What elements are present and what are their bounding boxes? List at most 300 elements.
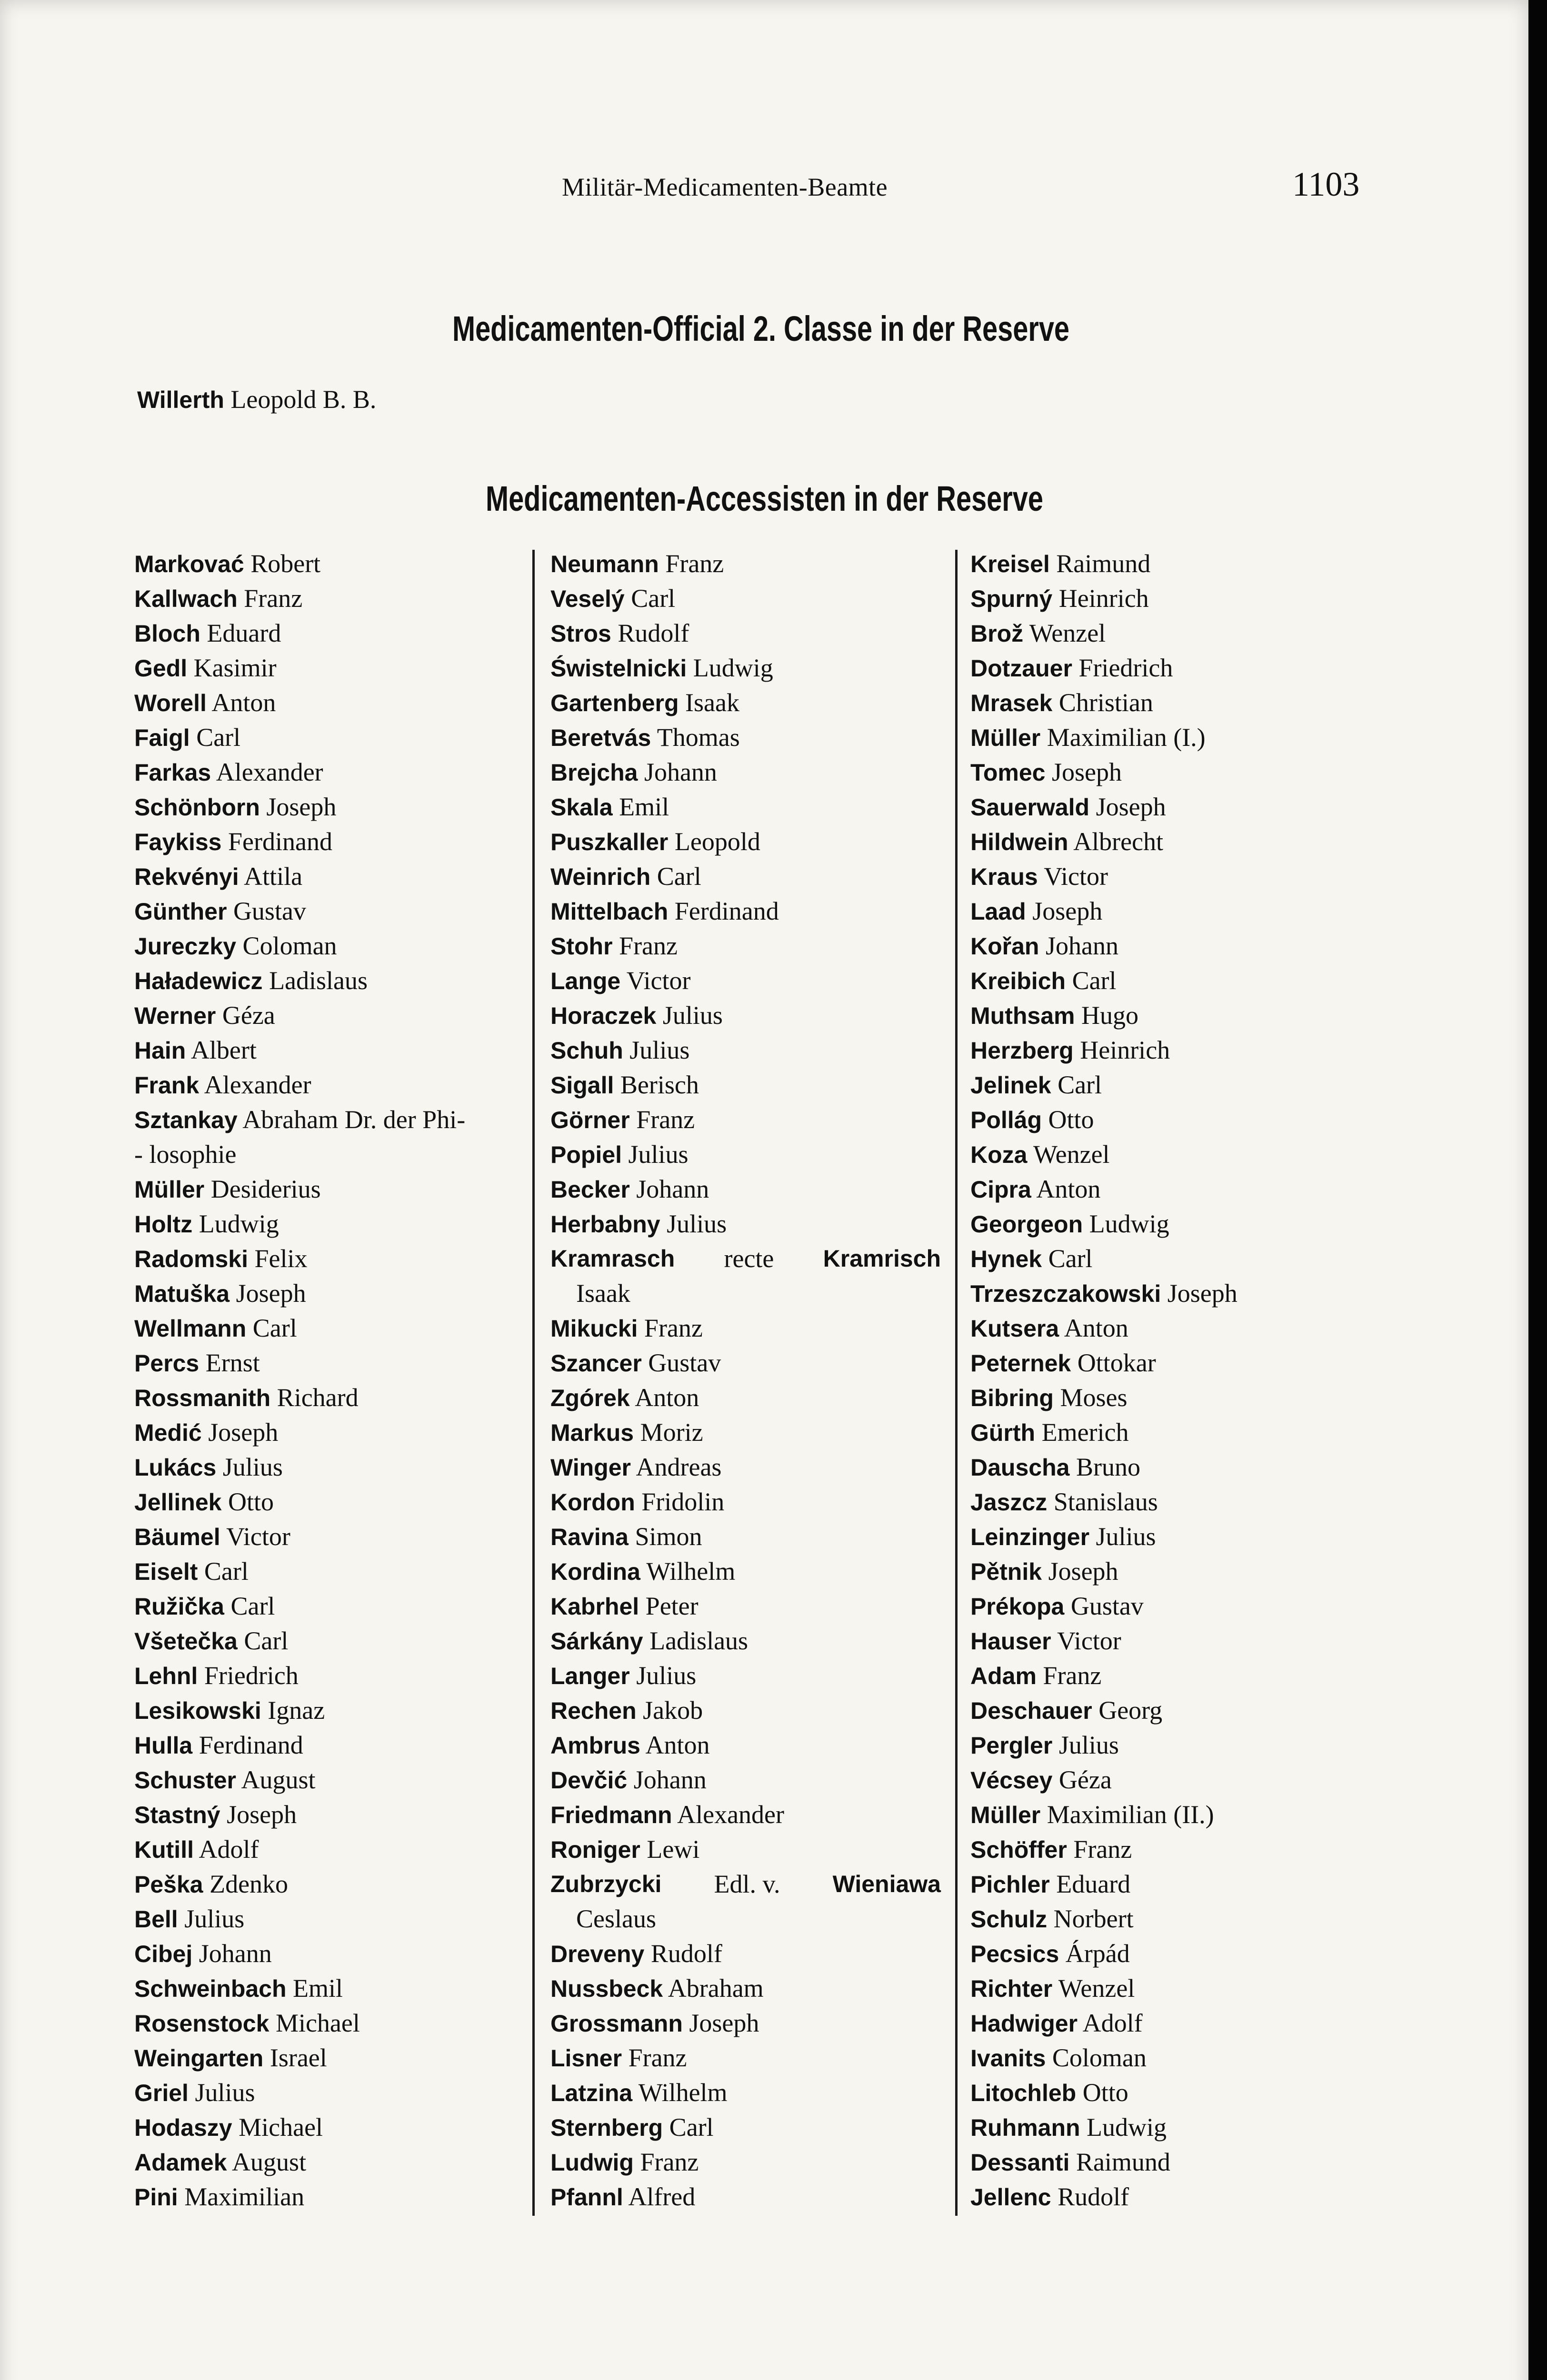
entry-surname: Weinrich bbox=[550, 863, 651, 890]
entry-surname: Skala bbox=[550, 794, 613, 821]
entry-surname: Zgórek bbox=[550, 1385, 630, 1411]
name-entry bbox=[970, 929, 1447, 963]
name-entry bbox=[550, 1485, 941, 1519]
name-entry bbox=[970, 790, 1447, 824]
name-entry bbox=[550, 824, 941, 859]
entry-surname: Willerth bbox=[137, 387, 224, 413]
section-title-official: Medicamenten-Official 2. Classe in der Reserve bbox=[452, 309, 1070, 348]
entry-given-name: Julius bbox=[188, 2078, 255, 2107]
name-entry bbox=[134, 1519, 515, 1554]
entry-given-name: August bbox=[227, 2148, 307, 2176]
entry-given-name: Géza bbox=[1052, 1765, 1112, 1794]
entry-given-name: Carl bbox=[198, 1557, 249, 1586]
entry-surname: Kabrhel bbox=[550, 1593, 639, 1620]
entry-given-name: Maximilian bbox=[178, 2182, 305, 2211]
entry-given-name: Joseph bbox=[1089, 793, 1166, 821]
name-entry bbox=[134, 1693, 515, 1728]
name-entry bbox=[134, 1624, 515, 1658]
entry-continuation: Ceslaus bbox=[576, 1904, 656, 1933]
name-entry bbox=[970, 1797, 1447, 1832]
name-entry bbox=[550, 998, 941, 1033]
entry-given-name: Joseph bbox=[1045, 758, 1122, 786]
entry-given-name: Otto bbox=[221, 1488, 274, 1516]
name-entry bbox=[550, 1172, 941, 1207]
entry-given-name: Coloman bbox=[236, 932, 337, 960]
entry-surname: Devčić bbox=[550, 1767, 628, 1794]
name-entry bbox=[970, 1207, 1447, 1241]
entry-given-name: Wenzel bbox=[1023, 619, 1106, 647]
entry-surname: Haładewicz bbox=[134, 968, 263, 994]
name-entry bbox=[970, 963, 1447, 998]
entry-surname: Müller bbox=[970, 1802, 1041, 1828]
entry-continuation: - losophie bbox=[134, 1140, 237, 1169]
name-entry bbox=[134, 1102, 515, 1137]
entry-surname: Gartenberg bbox=[550, 690, 679, 716]
name-entry bbox=[134, 1172, 515, 1207]
entry-given-name: Victor bbox=[1051, 1626, 1121, 1655]
entry-given-name: Géza bbox=[216, 1001, 275, 1030]
entry-given-name: Joseph bbox=[259, 793, 337, 821]
entry-surname: Matuška bbox=[134, 1280, 230, 1307]
entry-given-name: Carl bbox=[1066, 966, 1117, 995]
entry-given-name: Julius bbox=[178, 1904, 245, 1933]
entry-surname: Bibring bbox=[970, 1385, 1054, 1411]
entry-surname: Sigall bbox=[550, 1072, 614, 1099]
name-entry bbox=[134, 1971, 515, 2006]
name-entry bbox=[970, 998, 1447, 1033]
entry-surname: Świstelnicki bbox=[550, 655, 687, 682]
entry-given-name: Alfred bbox=[623, 2182, 696, 2211]
entry-given-name: Anton bbox=[1059, 1314, 1128, 1342]
name-entry bbox=[550, 2006, 941, 2041]
name-entry bbox=[134, 1380, 515, 1415]
name-entry bbox=[970, 1728, 1447, 1763]
entry-surname: Stros bbox=[550, 620, 611, 647]
name-entry bbox=[134, 1068, 515, 1102]
name-entry bbox=[134, 1554, 515, 1589]
entry-given-name: Zdenko bbox=[203, 1870, 289, 1898]
name-entry bbox=[134, 1658, 515, 1693]
entry-given-name: Michael bbox=[232, 2113, 323, 2142]
name-entry bbox=[134, 1415, 515, 1450]
entry-surname: Ravina bbox=[550, 1524, 629, 1550]
entry-surname: Dessanti bbox=[970, 2149, 1070, 2176]
entry-surname: Prékopa bbox=[970, 1593, 1065, 1620]
entry-given-name: Albert bbox=[186, 1036, 257, 1064]
entry-surname: Dauscha bbox=[970, 1454, 1070, 1481]
entry-middle: recte bbox=[724, 1244, 774, 1273]
entry-given-name: Ludwig bbox=[1083, 1210, 1169, 1238]
name-entry bbox=[550, 1658, 941, 1693]
entry-given-name: Jakob bbox=[636, 1696, 703, 1725]
name-entry bbox=[550, 1519, 941, 1554]
entry-surname: Schulz bbox=[970, 1906, 1048, 1933]
entry-surname: Vécsey bbox=[970, 1767, 1053, 1794]
name-entry bbox=[970, 2041, 1447, 2075]
name-entry bbox=[970, 2075, 1447, 2110]
entry-surname: Jellinek bbox=[134, 1489, 222, 1516]
entry-surname: Schuster bbox=[134, 1767, 236, 1794]
entry-surname: Beretvás bbox=[550, 724, 651, 751]
entry-surname: Adamek bbox=[134, 2149, 227, 2176]
name-entry bbox=[134, 1763, 515, 1797]
name-entry bbox=[134, 1589, 515, 1624]
entry-surname: Cipra bbox=[970, 1176, 1031, 1203]
name-entry bbox=[550, 1624, 941, 1658]
name-entry bbox=[134, 546, 515, 581]
name-entry bbox=[134, 963, 515, 998]
entry-given-name: Franz bbox=[237, 584, 303, 613]
entry-middle: Edl. v. bbox=[714, 1870, 780, 1898]
name-entry bbox=[970, 1554, 1447, 1589]
entry-given-name: Wilhelm bbox=[632, 2078, 728, 2107]
entry-given-name: Rudolf bbox=[611, 619, 689, 647]
entry-given-name: Ludwig bbox=[192, 1210, 279, 1238]
entry-surname: Herzberg bbox=[970, 1037, 1074, 1064]
name-entry bbox=[550, 685, 941, 720]
name-entry bbox=[550, 1971, 941, 2006]
entry-given-name: Gustav bbox=[641, 1349, 721, 1377]
entry-given-name: Emil bbox=[612, 793, 669, 821]
entry-surname: Radomski bbox=[134, 1246, 248, 1272]
name-entry bbox=[134, 894, 515, 929]
entry-surname: Pichler bbox=[970, 1871, 1050, 1898]
entry-given-name: Adolf bbox=[193, 1835, 259, 1864]
name-entry bbox=[550, 790, 941, 824]
entry-given-name: Joseph bbox=[682, 2009, 759, 2037]
entry-surname: Jellenc bbox=[970, 2184, 1051, 2211]
entry-given-name: Bruno bbox=[1069, 1453, 1140, 1481]
entry-surname: Cibej bbox=[134, 1941, 193, 1967]
entry-surname: Trzeszczakowski bbox=[970, 1280, 1161, 1307]
name-entry bbox=[550, 1241, 941, 1276]
name-entry bbox=[550, 1033, 941, 1068]
entry-given-name: Carl bbox=[624, 584, 676, 613]
entry-surname: Hadwiger bbox=[970, 2010, 1078, 2037]
name-entry bbox=[550, 2041, 941, 2075]
entry-given-name: Ottokar bbox=[1071, 1349, 1156, 1377]
entry-given-name: Christian bbox=[1052, 688, 1153, 717]
name-entry bbox=[134, 2075, 515, 2110]
entry-given-name: August bbox=[236, 1765, 316, 1794]
name-entry bbox=[970, 1380, 1447, 1415]
entry-surname: Jureczky bbox=[134, 933, 237, 960]
entry-given-name: Felix bbox=[248, 1244, 308, 1273]
entry-given-name: Friedrich bbox=[1072, 654, 1173, 682]
name-entry bbox=[134, 651, 515, 685]
entry-surname: Litochleb bbox=[970, 2080, 1077, 2106]
entry-surname: Koza bbox=[970, 1141, 1028, 1168]
name-entry bbox=[970, 616, 1447, 651]
entry-given-name: Ernst bbox=[199, 1349, 260, 1377]
entry-surname: Lukács bbox=[134, 1454, 217, 1481]
entry-surname: Spurný bbox=[970, 585, 1053, 612]
name-entry bbox=[134, 1450, 515, 1485]
name-entry bbox=[970, 2006, 1447, 2041]
entry-alt-surname: Kramrisch bbox=[823, 1245, 941, 1272]
name-entry bbox=[550, 720, 941, 755]
column-rule bbox=[532, 550, 535, 2216]
entry-given-name: Johann bbox=[1039, 932, 1118, 960]
entry-continuation: Isaak bbox=[576, 1279, 630, 1308]
entry-given-name: Franz bbox=[1067, 1835, 1132, 1864]
name-entry bbox=[550, 581, 941, 616]
entry-given-name: Isaak bbox=[679, 688, 739, 717]
entry-given-name: Victor bbox=[1038, 862, 1108, 891]
name-entry bbox=[970, 859, 1447, 894]
name-entry bbox=[134, 581, 515, 616]
entry-surname: Zubrzycki bbox=[550, 1871, 662, 1897]
entry-given-name: Julius bbox=[656, 1001, 723, 1030]
entry-surname: Eiselt bbox=[134, 1558, 198, 1585]
entry-given-name: Albrecht bbox=[1068, 827, 1164, 856]
name-entry bbox=[970, 1172, 1447, 1207]
entry-surname: Sztankay bbox=[134, 1107, 238, 1133]
entry-given-name: Eduard bbox=[1049, 1870, 1131, 1898]
name-entry bbox=[550, 2110, 941, 2145]
name-entry bbox=[550, 1415, 941, 1450]
name-entry bbox=[134, 1311, 515, 1346]
name-entry bbox=[550, 1763, 941, 1797]
entry-surname: Bloch bbox=[134, 620, 200, 647]
entry-surname: Müller bbox=[970, 724, 1041, 751]
entry-given-name: Julius bbox=[622, 1140, 689, 1169]
entry-surname: Lange bbox=[550, 968, 621, 994]
section-title-accessisten: Medicamenten-Accessisten in der Reserve bbox=[486, 479, 1043, 518]
entry-surname: Jaszcz bbox=[970, 1489, 1048, 1516]
entry-surname: Sauerwald bbox=[970, 794, 1090, 821]
entry-given-name: Abraham Dr. der Phi- bbox=[237, 1105, 466, 1134]
name-entry bbox=[134, 2041, 515, 2075]
name-entry bbox=[550, 1589, 941, 1624]
name-entry bbox=[970, 1519, 1447, 1554]
entry-given-name: Ladislaus bbox=[643, 1626, 749, 1655]
name-entry bbox=[134, 1832, 515, 1867]
entry-given-name: Alexander bbox=[211, 758, 323, 786]
entry-given-name: Coloman bbox=[1046, 2043, 1147, 2072]
entry-given-name: Joseph bbox=[220, 1800, 297, 1829]
entry-given-name: Franz bbox=[1036, 1661, 1102, 1690]
entry-surname: Winger bbox=[550, 1454, 631, 1481]
entry-surname: Peternek bbox=[970, 1350, 1071, 1377]
page-number: 1103 bbox=[1292, 165, 1360, 203]
name-entry bbox=[134, 1276, 515, 1311]
entry-given-name: Johann bbox=[638, 758, 717, 786]
entry-given-name: Leopold B. B. bbox=[224, 385, 377, 414]
name-entry bbox=[970, 1624, 1447, 1658]
name-entry bbox=[134, 1867, 515, 1902]
entry-given-name: Franz bbox=[659, 549, 724, 578]
entry-surname: Pecsics bbox=[970, 1941, 1059, 1967]
entry-surname: Hynek bbox=[970, 1246, 1042, 1272]
entry-surname: Brož bbox=[970, 620, 1024, 647]
entry-surname: Worell bbox=[134, 690, 207, 716]
entry-given-name: Rudolf bbox=[1051, 2182, 1129, 2211]
entry-surname: Rekvényi bbox=[134, 863, 239, 890]
name-column-2 bbox=[550, 546, 941, 2214]
entry-given-name: Otto bbox=[1042, 1105, 1094, 1134]
entry-given-name: Peter bbox=[639, 1592, 699, 1620]
entry-given-name: Norbert bbox=[1047, 1904, 1134, 1933]
name-entry bbox=[550, 1207, 941, 1241]
name-entry bbox=[970, 894, 1447, 929]
name-entry bbox=[550, 546, 941, 581]
entry-surname: Kořan bbox=[970, 933, 1039, 960]
name-entry bbox=[550, 1276, 941, 1311]
name-entry bbox=[550, 2145, 941, 2180]
name-entry bbox=[970, 1276, 1447, 1311]
entry-surname: Ivanits bbox=[970, 2045, 1046, 2072]
name-entry bbox=[970, 1589, 1447, 1624]
entry-given-name: Anton bbox=[206, 688, 276, 717]
entry-surname: Všetečka bbox=[134, 1628, 238, 1655]
entry-surname: Friedmann bbox=[550, 1802, 672, 1828]
entry-given-name: Joseph bbox=[1026, 897, 1103, 925]
entry-surname: Sárkány bbox=[550, 1628, 643, 1655]
entry-surname: Mittelbach bbox=[550, 898, 669, 925]
name-entry bbox=[550, 859, 941, 894]
name-entry bbox=[970, 651, 1447, 685]
entry-given-name: Johann bbox=[192, 1939, 272, 1968]
name-entry bbox=[970, 2110, 1447, 2145]
entry-given-name: Berisch bbox=[614, 1071, 699, 1099]
entry-surname: Günther bbox=[134, 898, 227, 925]
official-entry bbox=[137, 385, 376, 414]
entry-surname: Leinzinger bbox=[970, 1524, 1090, 1550]
entry-given-name: Julius bbox=[216, 1453, 283, 1481]
name-entry bbox=[550, 1346, 941, 1380]
name-entry bbox=[970, 720, 1447, 755]
entry-surname: Pergler bbox=[970, 1732, 1053, 1759]
entry-given-name: Abraham bbox=[663, 1974, 764, 2003]
entry-surname: Brejcha bbox=[550, 759, 638, 786]
entry-given-name: Rudolf bbox=[644, 1939, 722, 1968]
name-entry bbox=[550, 894, 941, 929]
entry-given-name: Franz bbox=[629, 1105, 695, 1134]
entry-given-name: Julius bbox=[660, 1210, 727, 1238]
name-entry bbox=[134, 2145, 515, 2180]
name-entry bbox=[970, 1867, 1447, 1902]
entry-surname: Nussbeck bbox=[550, 1975, 663, 2002]
entry-surname: Hain bbox=[134, 1037, 186, 1064]
entry-surname: Percs bbox=[134, 1350, 200, 1377]
entry-given-name: Franz bbox=[638, 1314, 703, 1342]
entry-surname: Kordina bbox=[550, 1558, 640, 1585]
name-entry bbox=[134, 929, 515, 963]
entry-surname: Ambrus bbox=[550, 1732, 640, 1759]
entry-given-name: Alexander bbox=[199, 1071, 311, 1099]
entry-surname: Hauser bbox=[970, 1628, 1051, 1655]
entry-surname: Sternberg bbox=[550, 2114, 663, 2141]
entry-given-name: Gustav bbox=[1064, 1592, 1144, 1620]
entry-surname: Hulla bbox=[134, 1732, 193, 1759]
name-entry bbox=[550, 963, 941, 998]
name-entry bbox=[970, 1311, 1447, 1346]
entry-given-name: Carl bbox=[190, 723, 241, 752]
name-entry bbox=[970, 1068, 1447, 1102]
name-entry bbox=[134, 1033, 515, 1068]
entry-given-name: Attila bbox=[239, 862, 303, 891]
entry-given-name: Stanislaus bbox=[1047, 1488, 1158, 1516]
entry-surname: Müller bbox=[134, 1176, 205, 1203]
entry-surname: Rechen bbox=[550, 1697, 637, 1724]
entry-given-name: Joseph bbox=[230, 1279, 306, 1308]
entry-given-name: Ladislaus bbox=[262, 966, 368, 995]
entry-given-name: Árpád bbox=[1059, 1939, 1130, 1968]
entry-surname: Kordon bbox=[550, 1489, 635, 1516]
entry-surname: Farkas bbox=[134, 759, 211, 786]
entry-surname: Medić bbox=[134, 1419, 202, 1446]
entry-surname: Lisner bbox=[550, 2045, 622, 2072]
entry-given-name: Eduard bbox=[200, 619, 281, 647]
entry-surname: Bäumel bbox=[134, 1524, 220, 1550]
name-entry bbox=[970, 1241, 1447, 1276]
entry-given-name: Raimund bbox=[1049, 549, 1151, 578]
entry-given-name: Carl bbox=[237, 1626, 289, 1655]
name-entry bbox=[134, 1241, 515, 1276]
entry-surname: Kreisel bbox=[970, 551, 1050, 577]
entry-given-name: Leopold bbox=[668, 827, 760, 856]
name-entry bbox=[550, 651, 941, 685]
entry-surname: Jelinek bbox=[970, 1072, 1051, 1099]
column-rule bbox=[955, 550, 958, 2216]
entry-surname: Rosenstock bbox=[134, 2010, 269, 2037]
entry-surname: Pfannl bbox=[550, 2184, 623, 2211]
entry-surname: Markovać bbox=[134, 551, 244, 577]
entry-surname: Lesikowski bbox=[134, 1697, 261, 1724]
entry-surname: Kutsera bbox=[970, 1315, 1059, 1342]
entry-given-name: Maximilian (II.) bbox=[1040, 1800, 1214, 1829]
entry-surname: Hildwein bbox=[970, 829, 1068, 855]
entry-given-name: Michael bbox=[269, 2009, 360, 2037]
entry-given-name: Heinrich bbox=[1052, 584, 1149, 613]
entry-surname: Faigl bbox=[134, 724, 190, 751]
entry-given-name: Ludwig bbox=[687, 654, 773, 682]
entry-given-name: Johann bbox=[629, 1175, 709, 1203]
entry-surname: Mikucki bbox=[550, 1315, 638, 1342]
name-entry bbox=[970, 1346, 1447, 1380]
entry-surname: Ludwig bbox=[550, 2149, 634, 2176]
name-entry bbox=[134, 1346, 515, 1380]
entry-given-name: Ignaz bbox=[261, 1696, 325, 1725]
name-entry bbox=[970, 1033, 1447, 1068]
entry-surname: Pětnik bbox=[970, 1558, 1042, 1585]
scan-border bbox=[1528, 0, 1547, 2380]
name-entry bbox=[970, 685, 1447, 720]
name-entry bbox=[970, 1971, 1447, 2006]
name-entry bbox=[550, 929, 941, 963]
name-entry bbox=[134, 859, 515, 894]
entry-surname: Stastný bbox=[134, 1802, 220, 1828]
name-entry bbox=[970, 1137, 1447, 1172]
entry-surname: Neumann bbox=[550, 551, 659, 577]
entry-given-name: Moriz bbox=[634, 1418, 703, 1447]
name-entry bbox=[134, 755, 515, 790]
entry-surname: Wellmann bbox=[134, 1315, 247, 1342]
entry-given-name: Julius bbox=[629, 1661, 697, 1690]
name-entry bbox=[970, 1936, 1447, 1971]
name-entry bbox=[970, 755, 1447, 790]
entry-given-name: Joseph bbox=[201, 1418, 279, 1447]
entry-given-name: Wenzel bbox=[1027, 1140, 1110, 1169]
entry-given-name: Thomas bbox=[651, 723, 740, 752]
name-entry bbox=[550, 1902, 941, 1936]
entry-surname: Szancer bbox=[550, 1350, 642, 1377]
entry-surname: Ruhmann bbox=[970, 2114, 1080, 2141]
entry-surname: Peška bbox=[134, 1871, 203, 1898]
entry-surname: Hodaszy bbox=[134, 2114, 232, 2141]
name-entry bbox=[134, 616, 515, 651]
